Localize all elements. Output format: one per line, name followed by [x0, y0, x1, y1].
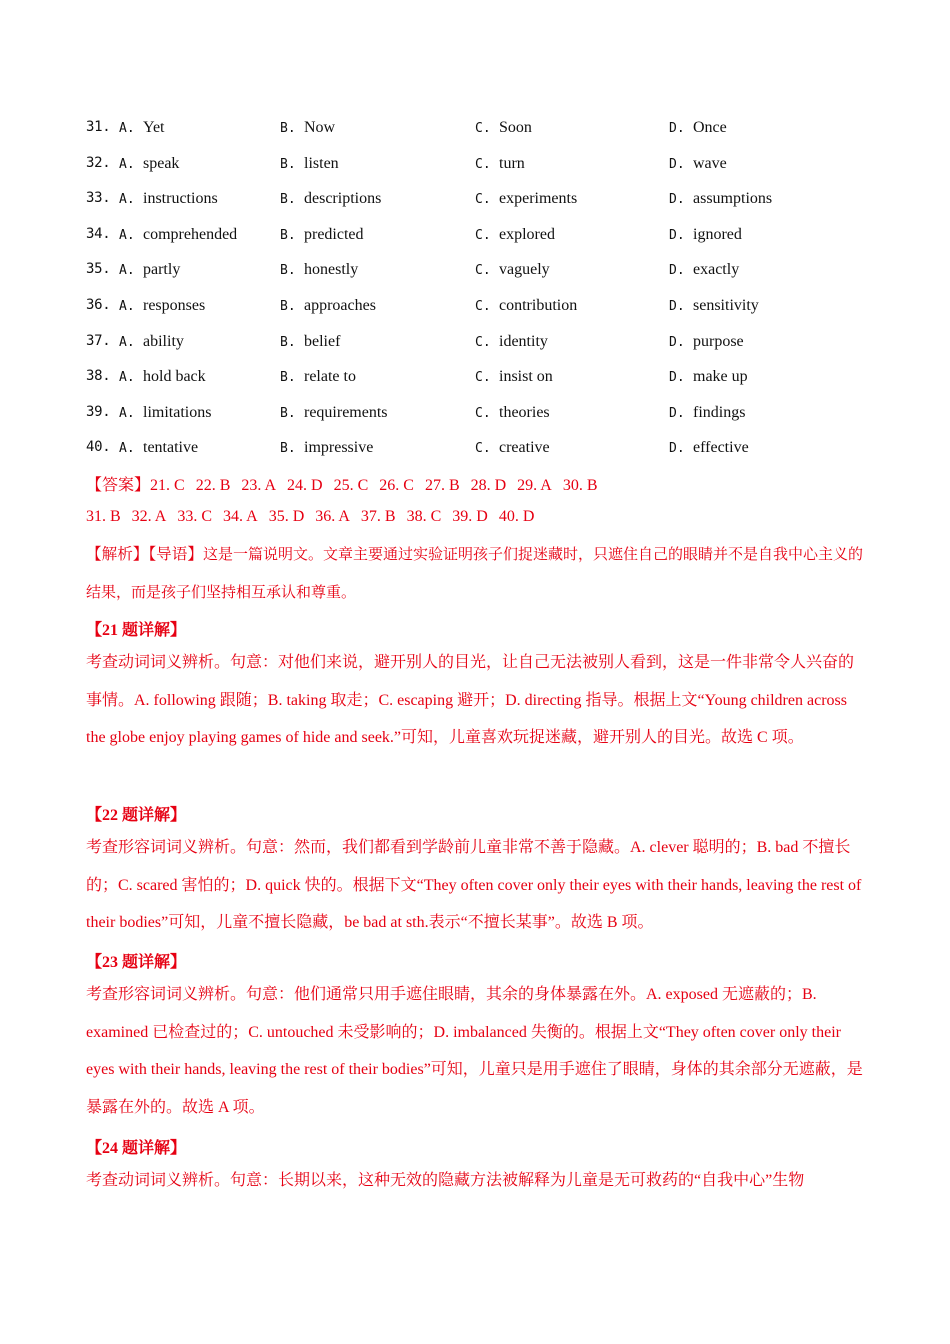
option-row: [86, 146, 866, 182]
detail-text-23: 考查形容词词义辨析。句意：他们通常只用手遮住眼睛，其余的身体暴露在外。A. exposed 无遮蔽的；B. examined 已检查过的；C. untouched 未受影响的；D. imbalanced 失衡的。根据上文“They often cover only their eyes with their hands, leaving the rest of their bodies”可知，儿童只是用手遮住了眼睛，身体的其余部分无遮蔽，是暴露在外的。故选 A 项。: [86, 986, 863, 1117]
answer-item: 34. A: [223, 508, 258, 525]
option-d: [669, 181, 772, 218]
option-c: [475, 359, 553, 396]
answer-item: 32. A: [131, 508, 167, 525]
option-letter: C.: [475, 370, 491, 386]
option-text: ability: [143, 332, 184, 350]
option-text: Yet: [143, 119, 165, 136]
option-text: turn: [499, 154, 525, 172]
answer-item: 35. D: [268, 508, 305, 525]
option-text: Once: [693, 119, 727, 136]
option-letter: A.: [119, 192, 135, 208]
option-a: [119, 324, 184, 361]
option-a: [119, 359, 206, 396]
option-letter: D.: [669, 263, 685, 279]
option-letter: C.: [475, 298, 491, 314]
option-letter: C.: [475, 156, 491, 172]
question-number: 35.: [86, 261, 111, 278]
option-a: [119, 110, 165, 147]
option-text: partly: [143, 261, 181, 279]
option-c: [475, 288, 577, 325]
option-b: [280, 359, 356, 396]
option-text: insist on: [499, 368, 553, 386]
question-number: 37.: [86, 332, 111, 349]
option-a: [119, 252, 180, 289]
option-letter: C.: [475, 441, 491, 457]
option-letter: D.: [669, 227, 685, 243]
option-b: [280, 395, 388, 432]
option-b: [280, 110, 335, 147]
option-d: [669, 217, 742, 254]
answer-item: 26. C: [379, 477, 414, 494]
option-letter: D.: [669, 156, 685, 172]
option-text: creative: [499, 439, 550, 457]
option-letter: B.: [280, 405, 296, 421]
option-text: make up: [693, 368, 748, 386]
option-b: [280, 146, 339, 183]
option-b: [280, 324, 340, 361]
option-text: tentative: [143, 439, 199, 457]
answer-label: 【答案】: [86, 477, 151, 494]
detail-text-22: 考查形容词词义辨析。句意：然而，我们都看到学龄前儿童非常不善于隐藏。A. clever 聪明的；B. bad 不擅长的；C. scared 害怕的；D. quick 快的。根据下文“They often cover only their eyes with their hands, leaving the rest of their bodies”可知，儿童不擅长隐藏，be bad at sth.表示“不擅长某事”。故选 B 项。: [86, 839, 862, 932]
option-b: [280, 288, 376, 325]
detail-heading-21: 【21 题详解】: [86, 622, 187, 639]
option-text: effective: [693, 439, 749, 457]
question-number: 38.: [86, 368, 111, 385]
option-text: findings: [693, 403, 746, 421]
option-d: [669, 252, 739, 289]
option-text: explored: [499, 225, 555, 243]
option-text: hold back: [143, 368, 206, 386]
detail-heading-22: 【22 题详解】: [86, 807, 187, 824]
option-text: vaguely: [499, 261, 550, 279]
option-letter: B.: [280, 156, 296, 172]
option-d: [669, 395, 745, 432]
option-letter: D.: [669, 405, 685, 421]
answer-item: 33. C: [177, 508, 213, 525]
option-row: [86, 252, 866, 288]
option-letter: A.: [119, 441, 135, 457]
option-text: impressive: [304, 439, 374, 457]
option-letter: A.: [119, 227, 135, 243]
detail-text-21: 考查动词词义辨析。句意：对他们来说，避开别人的目光，让自己无法被别人看到，这是一件非常令人兴奋的事情。A. following 跟随；B. taking 取走；C. escaping 避开；D. directing 指导。根据上文“Young children across the globe enjoy playing games of hide and seek.”可知，儿童喜欢玩捉迷藏，避开别人的目光。故选 C 项。: [86, 654, 855, 747]
option-letter: B.: [280, 121, 296, 136]
option-letter: C.: [475, 121, 491, 136]
option-d: [669, 288, 759, 325]
option-text: instructions: [143, 190, 218, 208]
option-text: comprehended: [143, 225, 238, 243]
option-text: contribution: [499, 296, 578, 314]
option-text: limitations: [143, 403, 212, 421]
option-letter: D.: [669, 298, 685, 314]
option-text: ignored: [693, 225, 742, 243]
option-letter: B.: [280, 192, 296, 208]
option-letter: B.: [280, 263, 296, 279]
detail-text-24: 考查动词词义辨析。句意：长期以来，这种无效的隐藏方法被解释为儿童是无可救药的“自我中心”生物: [86, 1172, 805, 1189]
option-text: purpose: [693, 332, 744, 350]
option-text: requirements: [304, 403, 388, 421]
option-letter: D.: [669, 370, 685, 386]
option-text: relate to: [304, 368, 356, 386]
option-letter: A.: [119, 263, 135, 279]
option-letter: D.: [669, 121, 685, 136]
option-a: [119, 395, 211, 432]
detail-heading-23: 【23 题详解】: [86, 954, 187, 971]
option-text: sensitivity: [693, 296, 759, 314]
answer-line-2: [86, 508, 876, 526]
answer-item: 25. C: [333, 477, 369, 494]
option-letter: A.: [119, 405, 135, 421]
option-a: [119, 217, 237, 254]
option-letter: A.: [119, 121, 135, 136]
detail-heading-24: 【24 题详解】: [86, 1140, 187, 1157]
question-number: 31.: [86, 119, 111, 135]
option-a: [119, 146, 179, 183]
option-c: [475, 181, 577, 218]
option-c: [475, 430, 550, 467]
analysis-text: 这是一篇说明文。文章主要通过实验证明孩子们捉迷藏时，只遮住自己的眼睛并不是自我中心主义的结果，而是孩子们坚持相互承认和尊重。: [86, 545, 863, 601]
option-text: experiments: [499, 190, 578, 208]
option-b: [280, 430, 373, 467]
option-letter: A.: [119, 334, 135, 350]
option-text: exactly: [693, 261, 740, 279]
options-table: [86, 110, 866, 466]
option-text: Soon: [499, 119, 532, 136]
answer-item: 27. B: [424, 477, 460, 494]
answer-line-1: [86, 472, 876, 495]
analysis-label: 【解析】【导语】: [86, 546, 203, 563]
option-row: [86, 181, 866, 217]
option-c: [475, 395, 550, 432]
answer-item: 40. D: [498, 508, 535, 525]
answer-item: 23. A: [241, 477, 277, 494]
option-row: [86, 324, 866, 360]
option-text: listen: [304, 154, 339, 172]
option-letter: B.: [280, 298, 296, 314]
option-text: wave: [693, 154, 727, 172]
answer-item: 24. D: [287, 477, 323, 494]
answer-item: 29. A: [517, 477, 552, 494]
option-c: [475, 146, 525, 183]
option-d: [669, 359, 748, 396]
option-text: descriptions: [304, 190, 382, 208]
option-row: [86, 217, 866, 253]
answer-item: 36. A: [315, 508, 350, 525]
question-number: 39.: [86, 403, 111, 420]
option-letter: B.: [280, 334, 296, 350]
option-letter: C.: [475, 334, 491, 350]
answer-item: 38. C: [406, 508, 442, 525]
question-number: 34.: [86, 225, 111, 242]
option-b: [280, 181, 381, 218]
option-a: [119, 181, 218, 218]
option-row: [86, 395, 866, 431]
option-text: predicted: [304, 225, 364, 243]
answer-item: 39. D: [452, 508, 488, 525]
option-text: responses: [143, 296, 206, 314]
answer-item: 31. B: [86, 508, 121, 525]
question-number: 40.: [86, 439, 111, 456]
option-text: honestly: [304, 261, 359, 279]
question-number: 33.: [86, 190, 111, 207]
question-number: 32.: [86, 154, 111, 171]
option-letter: C.: [475, 192, 491, 208]
option-letter: B.: [280, 441, 296, 457]
option-letter: C.: [475, 263, 491, 279]
option-a: [119, 288, 205, 325]
answer-item: 28. D: [470, 477, 507, 494]
option-text: assumptions: [693, 190, 773, 208]
option-letter: A.: [119, 156, 135, 172]
option-b: [280, 217, 364, 254]
option-text: identity: [499, 332, 548, 350]
option-d: [669, 324, 744, 361]
option-d: [669, 110, 727, 147]
option-row: [86, 288, 866, 324]
question-number: 36.: [86, 296, 111, 313]
option-c: [475, 217, 555, 254]
option-c: [475, 110, 532, 147]
option-row: [86, 359, 866, 395]
option-letter: B.: [280, 370, 296, 386]
analysis-paragraph: [86, 536, 866, 611]
option-a: [119, 430, 198, 467]
answer-item: 30. B: [562, 477, 598, 494]
option-letter: D.: [669, 441, 685, 457]
option-c: [475, 252, 550, 289]
option-letter: A.: [119, 370, 135, 386]
option-c: [475, 324, 548, 361]
option-text: speak: [143, 154, 180, 172]
option-text: Now: [304, 119, 336, 136]
option-letter: A.: [119, 298, 135, 314]
option-d: [669, 430, 749, 467]
option-letter: B.: [280, 227, 296, 243]
option-text: theories: [499, 403, 550, 421]
answer-item: 37. B: [360, 508, 396, 525]
option-row: [86, 430, 866, 466]
answer-item: 22. B: [195, 477, 231, 494]
option-letter: D.: [669, 192, 685, 208]
option-letter: C.: [475, 405, 491, 421]
option-letter: D.: [669, 334, 685, 350]
option-b: [280, 252, 358, 289]
option-d: [669, 146, 727, 183]
option-text: approaches: [304, 296, 376, 314]
option-row: [86, 110, 866, 146]
option-text: belief: [304, 332, 341, 350]
answer-item: 21. C: [150, 477, 185, 494]
option-letter: C.: [475, 227, 491, 243]
